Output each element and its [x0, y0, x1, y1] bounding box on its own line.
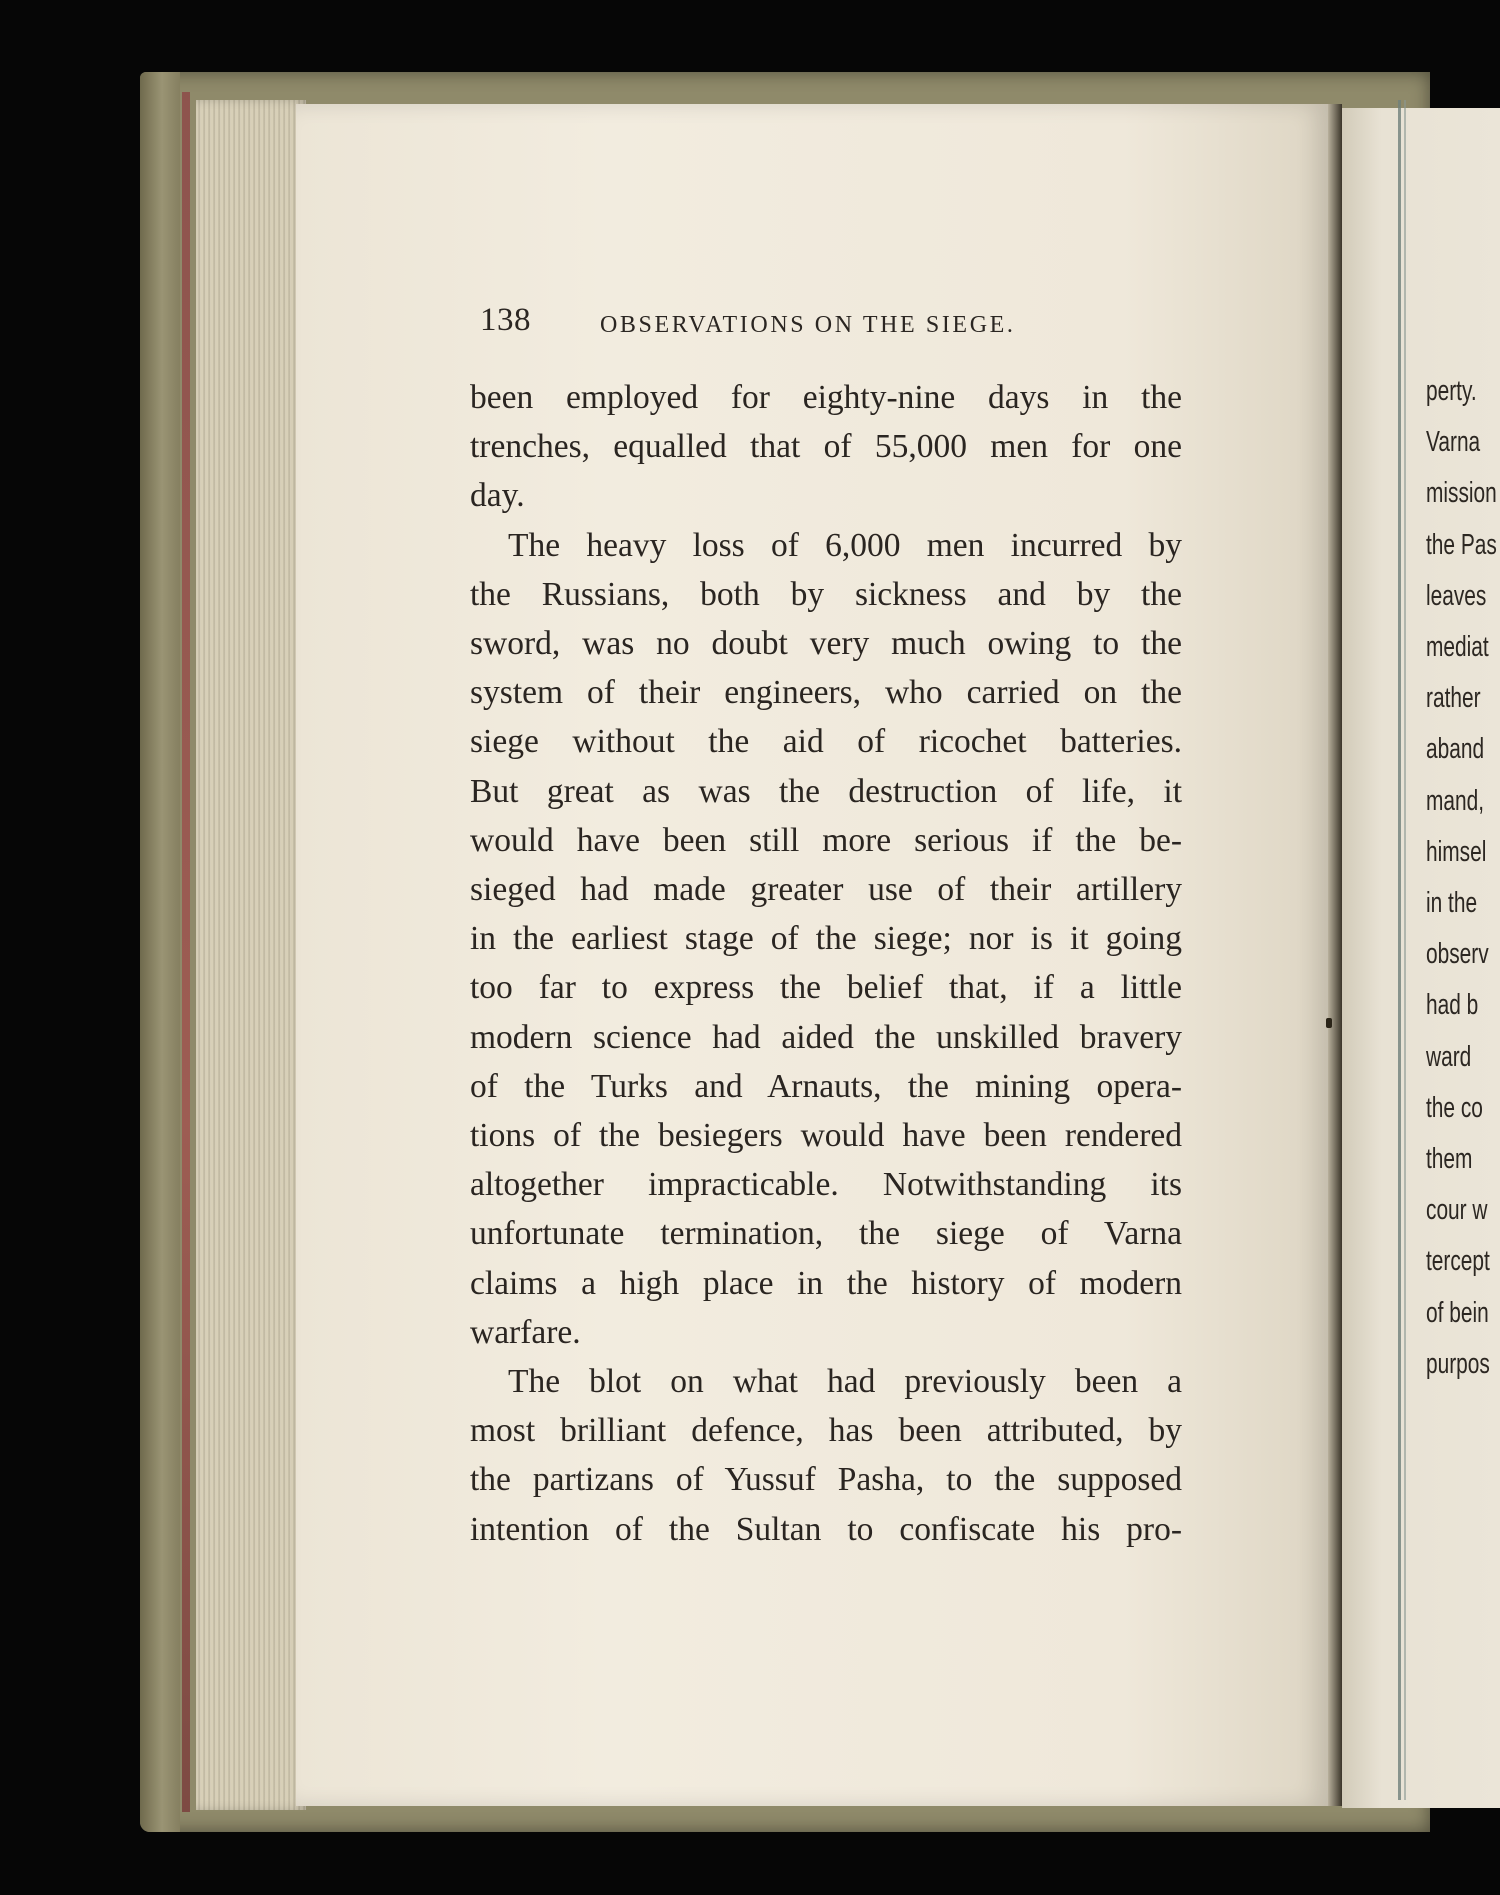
- text-line: trenches, equalled that of 55,000 men for one: [470, 428, 1182, 466]
- facing-line: of bein: [1426, 1296, 1489, 1329]
- running-head: [480, 302, 1200, 352]
- text-line: the Russians, both by sickness and by the: [470, 575, 1182, 613]
- text-line: modern science had aided the unskilled bravery: [470, 1018, 1182, 1056]
- binding-thread: [1326, 1018, 1332, 1028]
- facing-line: mand,: [1426, 784, 1485, 817]
- facing-line: mediat: [1426, 631, 1489, 664]
- body-text: [470, 373, 1182, 1554]
- text-line: siege without the aid of ricochet batteries.: [470, 723, 1182, 761]
- facing-line: perty.: [1426, 375, 1477, 407]
- text-line: But great as was the destruction of life, it: [470, 772, 1182, 810]
- facing-line: in the: [1426, 887, 1478, 920]
- text-line: tions of the besiegers would have been rendered: [470, 1117, 1182, 1155]
- text-line: been employed for eighty-nine days in the: [470, 379, 1182, 416]
- facing-line: the co: [1426, 1091, 1483, 1124]
- facing-line: purpos: [1426, 1347, 1490, 1380]
- paragraph-first-line: The blot on what had previously been a: [508, 1363, 1182, 1401]
- paragraph-first-line: The heavy loss of 6,000 men incurred by: [508, 526, 1182, 564]
- facing-line: tercept: [1426, 1245, 1490, 1278]
- text-line: sieged had made greater use of their artillery: [470, 871, 1182, 909]
- text-line: claims a high place in the history of modern: [470, 1264, 1182, 1302]
- headband: [182, 92, 190, 1812]
- facing-line: himsel: [1426, 835, 1487, 868]
- text-line: most brilliant defence, has been attributed, by: [470, 1412, 1182, 1450]
- text-line: intention of the Sultan to confiscate his pro-: [470, 1510, 1182, 1548]
- text-line: unfortunate termination, the siege of Varna: [470, 1215, 1182, 1253]
- right-page-rule-inner: [1404, 100, 1406, 1800]
- text-line: warfare.: [470, 1313, 581, 1351]
- facing-line: ward: [1426, 1040, 1472, 1073]
- facing-line: Varna: [1426, 426, 1481, 459]
- facing-line: aband: [1426, 733, 1485, 766]
- cover-edge: [140, 72, 180, 1832]
- facing-line: them: [1426, 1143, 1473, 1176]
- text-line: too far to express the belief that, if a little: [470, 969, 1182, 1007]
- text-line: system of their engineers, who carried on the: [470, 674, 1182, 712]
- page-number: 138: [480, 302, 531, 338]
- facing-line: rather: [1426, 682, 1481, 715]
- gutter: [1328, 104, 1342, 1806]
- facing-page-text: [1426, 366, 1497, 1390]
- running-head-title: OBSERVATIONS ON THE SIEGE.: [600, 312, 1016, 338]
- right-page-rule: [1398, 100, 1401, 1800]
- facing-line: the Pas: [1426, 528, 1497, 561]
- facing-line: observ: [1426, 938, 1489, 971]
- facing-line: had b: [1426, 989, 1479, 1022]
- text-line: in the earliest stage of the siege; nor is it going: [470, 920, 1182, 958]
- text-line: day.: [470, 477, 525, 515]
- text-line: the partizans of Yussuf Pasha, to the supposed: [470, 1461, 1182, 1499]
- text-line: altogether impracticable. Notwithstanding its: [470, 1166, 1182, 1204]
- facing-line: mission: [1426, 477, 1497, 510]
- page-stack: [196, 100, 306, 1810]
- facing-line: cour w: [1426, 1194, 1488, 1227]
- text-line: of the Turks and Arnauts, the mining opera-: [470, 1067, 1182, 1105]
- text-line: sword, was no doubt very much owing to the: [470, 625, 1182, 663]
- text-line: would have been still more serious if the be-: [470, 821, 1182, 859]
- facing-line: leaves: [1426, 579, 1487, 612]
